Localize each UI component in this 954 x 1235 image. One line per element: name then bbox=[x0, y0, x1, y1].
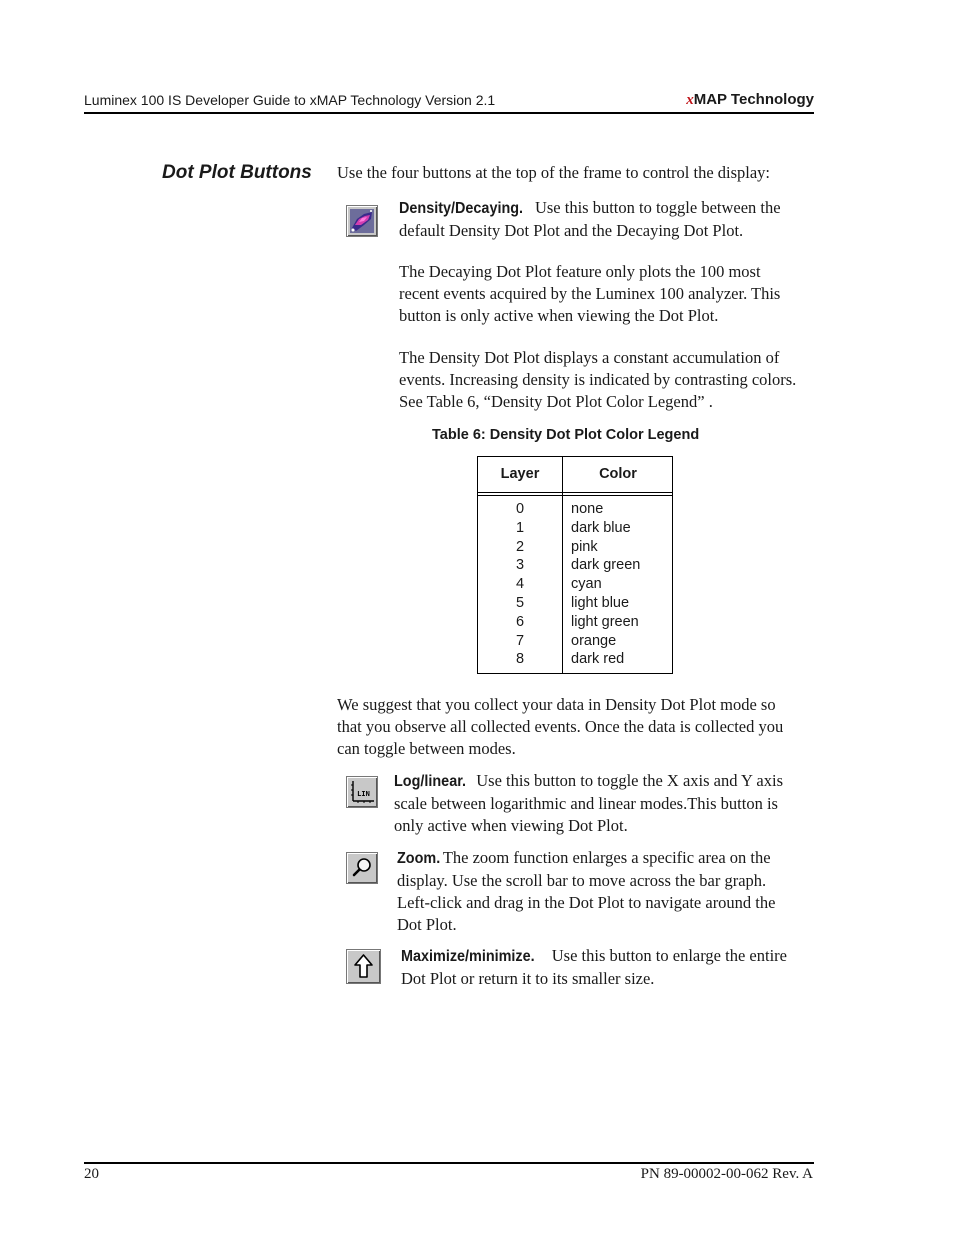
zoom-line2: display. Use the scroll bar to move across the bar graph. bbox=[397, 871, 767, 890]
table-cell-color: light green bbox=[571, 613, 639, 630]
density-desc-line: events. Increasing density is indicated by contrasting colors. bbox=[399, 370, 797, 389]
table-header-rule bbox=[478, 495, 672, 496]
density-desc-line: See Table 6, “Density Dot Plot Color Legend” . bbox=[399, 392, 713, 411]
brand-rest: MAP Technology bbox=[693, 91, 814, 108]
magnifier-icon bbox=[346, 852, 378, 884]
zoom-paragraph bbox=[397, 847, 812, 936]
loglinear-line1: Use this button to toggle the X axis and Y axis bbox=[468, 771, 784, 790]
loglinear-line2: scale between logarithmic and linear modes.This button is bbox=[394, 794, 778, 813]
maximize-line1: Use this button to enlarge the entire bbox=[543, 946, 787, 965]
table-cell-layer: 4 bbox=[515, 576, 525, 593]
brand-x: x bbox=[686, 92, 694, 108]
decaying-line: recent events acquired by the Luminex 100 analyzer. This bbox=[399, 284, 781, 303]
maximize-line2: Dot Plot or return it to its smaller size. bbox=[401, 969, 655, 988]
suggestion-paragraph bbox=[337, 694, 817, 760]
table-cell-color: cyan bbox=[571, 576, 602, 593]
loglinear-paragraph bbox=[394, 770, 809, 837]
table-cell-color: none bbox=[571, 501, 604, 517]
zoom-line1: The zoom function enlarges a specific area on the bbox=[439, 848, 771, 867]
page-number: 20 bbox=[84, 1166, 99, 1182]
color-legend-table bbox=[477, 456, 673, 674]
part-number: PN 89-00002-00-062 Rev. A bbox=[640, 1166, 813, 1182]
maximize-paragraph bbox=[401, 945, 816, 990]
zoom-heading: Zoom. bbox=[397, 850, 441, 867]
maximize-heading: Maximize/minimize. bbox=[401, 948, 535, 965]
decaying-line: button is only active when viewing the Dot Plot. bbox=[399, 306, 719, 325]
decaying-line: The Decaying Dot Plot feature only plots the 100 most bbox=[399, 262, 761, 281]
density-line2: default Density Dot Plot and the Decaying Dot Plot. bbox=[399, 221, 744, 240]
table-cell-color: dark red bbox=[571, 651, 625, 668]
table-cell-color: dark green bbox=[571, 557, 641, 574]
density-dot-plot-icon bbox=[346, 205, 378, 237]
table-header-rule bbox=[478, 492, 672, 493]
table-header-row bbox=[478, 457, 672, 493]
table-cell-layer: 5 bbox=[515, 594, 525, 611]
density-paragraph bbox=[399, 197, 814, 242]
table-cell-color: light blue bbox=[571, 594, 630, 611]
zoom-line3: Left-click and drag in the Dot Plot to navigate around the bbox=[397, 893, 776, 912]
table-cell-layer: 8 bbox=[515, 651, 525, 668]
loglinear-line3: only active when viewing Dot Plot. bbox=[394, 816, 628, 835]
table-cell-layer: 3 bbox=[515, 557, 525, 574]
density-heading: Density/Decaying. bbox=[399, 200, 524, 217]
table-cell-layer: 0 bbox=[515, 501, 525, 517]
table-cell-layer: 7 bbox=[515, 632, 525, 649]
section-intro: Use the four buttons at the top of the frame to control the display: bbox=[337, 163, 771, 182]
svg-text:LIN: LIN bbox=[357, 790, 370, 798]
table-column-divider bbox=[562, 457, 563, 673]
loglinear-heading: Log/linear. bbox=[394, 773, 467, 790]
decaying-paragraph bbox=[399, 261, 814, 327]
table-cell-color: pink bbox=[571, 538, 598, 555]
density-desc-line: The Density Dot Plot displays a constant accumulation of bbox=[399, 348, 780, 367]
log-linear-icon bbox=[346, 776, 378, 808]
table-header-layer: Layer bbox=[500, 466, 540, 482]
header-rule bbox=[84, 112, 814, 114]
suggestion-line: can toggle between modes. bbox=[337, 739, 516, 758]
table-cell-layer: 6 bbox=[515, 613, 525, 630]
running-header-brand bbox=[686, 91, 814, 109]
table-cell-color: orange bbox=[571, 632, 617, 649]
table-header-color: Color bbox=[599, 466, 637, 482]
table-layer-column bbox=[478, 500, 562, 669]
footer-rule bbox=[84, 1162, 814, 1164]
zoom-line4: Dot Plot. bbox=[397, 915, 457, 934]
section-side-heading: Dot Plot Buttons bbox=[162, 162, 312, 183]
table-cell-layer: 1 bbox=[515, 519, 525, 536]
table-caption: Table 6: Density Dot Plot Color Legend bbox=[432, 427, 700, 443]
density-description-paragraph bbox=[399, 347, 814, 413]
table-cell-layer: 2 bbox=[515, 538, 525, 555]
running-header-title: Luminex 100 IS Developer Guide to xMAP Technology Version 2.1 bbox=[84, 92, 496, 108]
table-cell-color: dark blue bbox=[571, 519, 631, 536]
table-color-column bbox=[571, 500, 640, 669]
density-line1: Use this button to toggle between the bbox=[530, 198, 781, 217]
suggestion-line: that you observe all collected events. Once the data is collected you bbox=[337, 717, 784, 736]
up-arrow-icon bbox=[346, 949, 381, 984]
suggestion-line: We suggest that you collect your data in Density Dot Plot mode so bbox=[337, 695, 776, 714]
